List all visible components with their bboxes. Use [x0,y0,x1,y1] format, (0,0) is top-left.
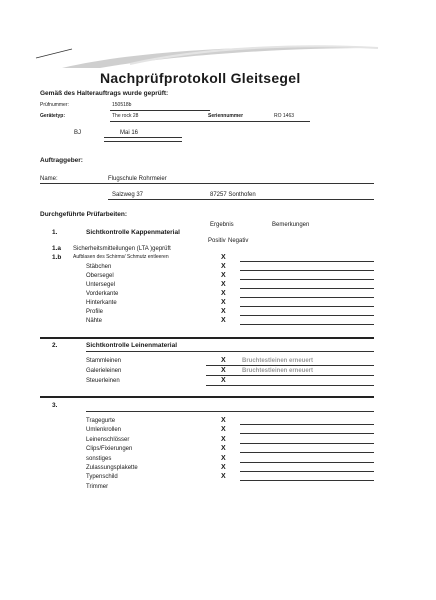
section3-remark-line [240,433,374,434]
geraetetyp-label: Gerätetyp: [40,113,66,119]
section1-item-mark: X [221,290,226,297]
seriennummer-value: RO 1463 [274,113,295,119]
section2-remark-line [206,385,374,386]
mark-1b: X [221,254,226,261]
section1-title: Sichtkontrolle Kappenmaterial [86,229,180,236]
section2-remark-line [206,365,374,366]
auftraggeber-heading: Auftraggeber: [40,157,83,164]
section3-remark-line [240,452,374,453]
section3-top-rule [40,396,374,398]
item-1b-label: Aufblasen des Schirms/ Schmutz entleeren [73,254,169,260]
section2-title: Sichtkontrolle Leinenmaterial [86,342,178,349]
section1-item-label: Stäbchen [86,264,112,270]
section2-number: 2. [52,342,58,349]
section1-remark-line [240,279,374,280]
section1-item-label: Hinterkante [86,300,117,306]
section2-item-mark: X [221,357,226,364]
item-1a-label: Sicherheitsmitteilungen (LTA )geprüft [73,246,171,252]
bj-value: Mai 16 [120,130,139,136]
section1-remark-line [240,315,374,316]
section3-item-label: Typenschild [86,474,118,481]
ergebnis-header: Ergebnis [210,222,234,228]
section3-item-label: Clips/Fixierungen [86,446,133,453]
section3-item-mark: X [221,426,226,434]
pruefnummer-line [110,110,210,111]
section2-remark: Bruchtestleinen erneuert [242,358,314,364]
section3-remark-line [240,480,374,481]
section1-item-mark: X [221,308,226,315]
section1-item-mark: X [221,281,226,288]
section3-item-label: Trimmer [86,483,109,490]
swoosh-logo [60,42,380,72]
section3-item-mark: X [221,445,226,453]
section2-top-rule [40,337,374,339]
section3-item-mark: X [221,473,226,481]
name-label: Name: [40,176,58,182]
section3-remark-line [240,471,374,472]
city-value: 87257 Sonthofen [210,192,256,198]
section1-remark-line [240,306,374,307]
section3-remark-line [240,424,374,425]
street-value: Salzweg 37 [112,192,144,198]
section1-remark-line [240,270,374,271]
name-line [40,183,374,184]
section2-item-mark: X [221,367,226,374]
section2-item-label: Galerieleinen [86,368,122,374]
section1-remark-line [240,324,374,325]
bemerkungen-header: Bemerkungen [272,222,310,228]
document-title: Nachprüfprotokoll Gleitsegel [100,70,301,86]
pruefarbeiten-heading: Durchgeführte Prüfarbeiten: [40,211,128,218]
section3-item-label: Zulassungsplakette [86,465,138,471]
geraetetyp-line [110,121,310,122]
section1-remark-line [240,288,374,289]
section2-remark-line [206,375,374,376]
section1-number: 1. [52,229,58,236]
address-line [108,199,374,200]
section3-remark-line [240,462,374,463]
section1-item-mark: X [221,263,226,270]
section3-item-mark: X [221,454,226,462]
section2-item-label: Stammleinen [86,358,122,364]
pen-stroke-mark [34,46,74,60]
section3-number: 3. [52,402,58,409]
section1-item-mark: X [221,272,226,279]
section3-item-mark: X [221,464,226,471]
positiv-header: Positiv [208,238,226,244]
section2-title-rule [86,351,374,352]
seriennummer-label: Seriennummer [208,113,244,119]
section1-item-mark: X [221,299,226,306]
item-1a-number: 1.a [52,245,62,252]
geraetetyp-value: The rock 28 [112,113,139,119]
section1-item-label: Untersegel [86,282,116,288]
name-value: Flugschule Rohrmeier [108,176,167,182]
section3-item-mark: X [221,435,226,443]
pruefnummer-label: Prüfnummer: [40,102,69,108]
remark-line-1b [240,261,374,262]
section1-item-label: Nähte [86,318,103,324]
section3-title-rule [86,411,374,412]
item-1b-number: 1.b [52,254,62,261]
pruefnummer-value: 150518b [112,102,132,108]
section3-item-label: Umlenkrollen [86,427,122,434]
section3-remark-line [240,443,374,444]
section3-item-label: Leinenschlösser [86,436,130,443]
section2-item-mark: X [221,377,226,384]
bj-line [104,137,182,138]
section1-item-label: Profile [86,309,104,315]
intro-text: Gemäß des Halterauftrags wurde geprüft: [40,90,169,97]
bj-label: BJ [74,130,82,136]
section3-item-label: sonstiges [86,455,112,462]
section2-remark: Bruchtestleinen erneuert [242,368,314,374]
section1-item-mark: X [221,317,226,324]
section1-remark-line [240,297,374,298]
bj-line-under [104,141,182,142]
section3-item-label: Tragegurte [86,418,116,424]
section1-item-label: Vorderkante [86,291,119,297]
negativ-header: Negativ [228,238,249,244]
section1-item-label: Obersegel [86,273,114,279]
section3-item-mark: X [221,417,226,424]
section2-item-label: Steuerleinen [86,378,120,384]
